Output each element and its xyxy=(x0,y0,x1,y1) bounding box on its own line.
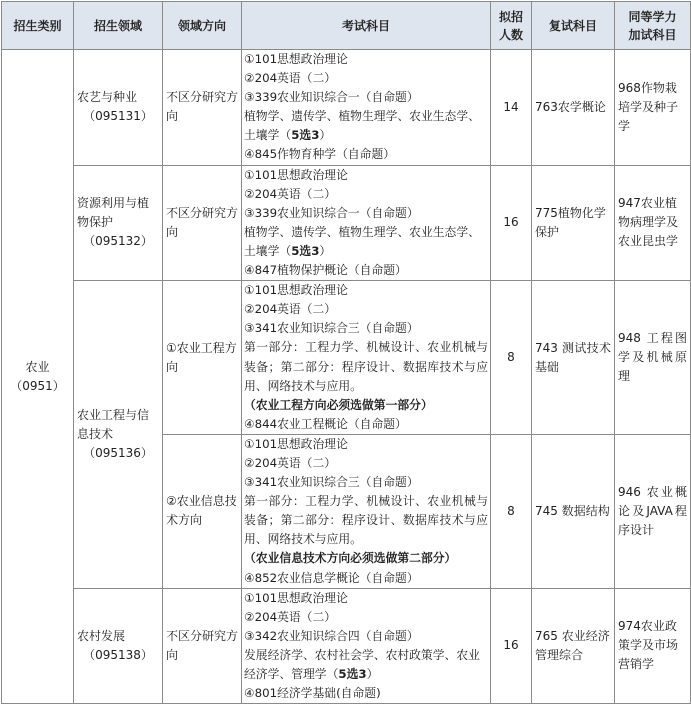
subject-1: ①101思想政治理论 xyxy=(244,283,348,298)
subject-1: ①101思想政治理论 xyxy=(244,590,348,605)
extra-cell: 947农业植物病理学及农业昆虫学 xyxy=(615,165,691,281)
retest-cell: 745 数据结构 xyxy=(532,434,615,588)
subjects-cell xyxy=(242,281,491,435)
subject-3: ③339农业知识综合一（自命题） xyxy=(244,205,419,220)
subject-3: ③339农业知识综合一（自命题） xyxy=(244,90,419,105)
subject-4: ④845作物育种学（自命题） xyxy=(244,147,396,162)
quota-cell: 8 xyxy=(491,434,532,588)
category-cell xyxy=(2,50,74,704)
extra-cell: 974农业政策学及市场营销学 xyxy=(615,588,691,704)
quota-cell: 8 xyxy=(491,281,532,435)
subject-3-detail: 第一部分：工程力学、机械设计、农业机械与装备；第二部分：程序设计、数据库技术与应用、网络技术与应用。 xyxy=(244,340,488,393)
field-cell xyxy=(74,281,163,589)
direction-cell: ①农业工程方向 xyxy=(163,281,242,435)
subject-2: ②204英语（二） xyxy=(244,455,337,470)
subject-3-note: （农业信息技术方向必须选做第二部分） xyxy=(244,551,457,566)
retest-cell: 763农学概论 xyxy=(532,50,615,166)
subjects-cell xyxy=(242,165,491,281)
subjects-cell xyxy=(242,434,491,588)
subject-2: ②204英语（二） xyxy=(244,609,337,624)
subject-2: ②204英语（二） xyxy=(244,186,337,201)
header-row xyxy=(2,2,691,50)
subject-4: ④801经济学基础(自命题) xyxy=(244,686,381,701)
direction-cell: 不区分研究方向 xyxy=(163,588,242,704)
header-subjects: 考试科目 xyxy=(242,2,491,50)
field-code: （095131） xyxy=(83,109,153,124)
quota-cell: 16 xyxy=(491,165,532,281)
retest-cell: 743 测试技术基础 xyxy=(532,281,615,435)
subject-3-detail: 发展经济学、农村社会学、农村政策学、农业经济学、管理学（5选3） xyxy=(244,647,480,681)
subject-4: ④852农业信息学概论（自命题） xyxy=(244,570,419,585)
field-name: 农业工程与信息技术 xyxy=(77,407,150,441)
subject-4: ④847植物保护概论（自命题） xyxy=(244,263,407,278)
field-code: （095138） xyxy=(83,647,153,662)
direction-cell: 不区分研究方向 xyxy=(163,165,242,281)
table-row xyxy=(2,281,691,435)
direction-cell: ②农业信息技术方向 xyxy=(163,434,242,588)
quota-cell: 14 xyxy=(491,50,532,166)
subject-1: ①101思想政治理论 xyxy=(244,167,348,182)
table-row xyxy=(2,165,691,281)
field-name: 农艺与种业 xyxy=(77,90,138,105)
subject-3-detail: 第一部分：工程力学、机械设计、农业机械与装备；第二部分：程序设计、数据库技术与应用、网络技术与应用。 xyxy=(244,494,488,547)
extra-cell: 948 工程图学及机械原理 xyxy=(615,281,691,435)
extra-cell: 946 农业概论及JAVA程序设计 xyxy=(615,434,691,588)
direction-cell: 不区分研究方向 xyxy=(163,50,242,166)
subject-2: ②204英语（二） xyxy=(244,302,337,317)
category-name: 农业 xyxy=(25,359,50,374)
subjects-cell xyxy=(242,588,491,704)
header-quota: 拟招 人数 xyxy=(491,2,532,50)
quota-cell: 16 xyxy=(491,588,532,704)
subject-3: ③341农业知识综合三（自命题） xyxy=(244,321,419,336)
table-row xyxy=(2,588,691,704)
subject-3: ③341农业知识综合三（自命题） xyxy=(244,475,419,490)
header-category: 招生类别 xyxy=(2,2,74,50)
subject-3-note: （农业工程方向必须选做第一部分） xyxy=(244,397,433,412)
field-cell xyxy=(74,50,163,166)
subject-3: ③342农业知识综合四（自命题） xyxy=(244,628,419,643)
subject-3-detail: 植物学、遗传学、植物生理学、农业生态学、土壤学（5选3） xyxy=(244,224,480,258)
field-code: （095132） xyxy=(83,234,153,249)
extra-cell: 968作物栽培学及种子学 xyxy=(615,50,691,166)
admissions-table xyxy=(1,1,691,704)
header-field: 招生领域 xyxy=(74,2,163,50)
field-cell xyxy=(74,588,163,704)
field-name: 资源利用与植物保护 xyxy=(77,196,150,230)
subject-1: ①101思想政治理论 xyxy=(244,436,348,451)
header-direction: 领域方向 xyxy=(163,2,242,50)
subject-4: ④844农业工程概论（自命题） xyxy=(244,416,407,431)
table-row xyxy=(2,50,691,166)
subjects-cell xyxy=(242,50,491,166)
category-code: （0951） xyxy=(10,378,65,393)
field-name: 农村发展 xyxy=(77,628,126,643)
field-cell xyxy=(74,165,163,281)
retest-cell: 765 农业经济管理综合 xyxy=(532,588,615,704)
field-code: （095136） xyxy=(83,445,153,460)
subject-2: ②204英语（二） xyxy=(244,71,337,86)
retest-cell: 775植物化学保护 xyxy=(532,165,615,281)
header-extra: 同等学力 加试科目 xyxy=(615,2,691,50)
subject-1: ①101思想政治理论 xyxy=(244,52,348,66)
subject-3-detail: 植物学、遗传学、植物生理学、农业生态学、土壤学（5选3） xyxy=(244,109,480,143)
header-retest: 复试科目 xyxy=(532,2,615,50)
